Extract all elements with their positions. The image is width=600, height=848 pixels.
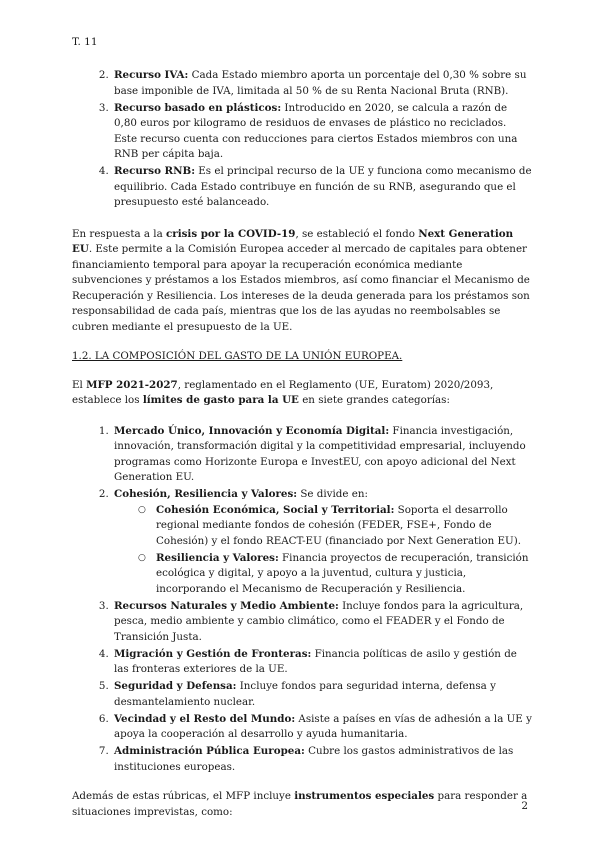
page-number: 2 [521, 800, 528, 812]
bold-run: MFP 2021-2027 [86, 378, 178, 391]
list-item [112, 487, 532, 597]
item-text: Asiste a países en vías de adhesión a la UE y apoya la cooperación al desarrollo y ayuda humanitaria. [114, 712, 532, 740]
item-text: Incluye fondos para la agricultura, pesca, medio ambiente y cambio climático, como el FEADER y el Fondo de Transición Justa. [114, 599, 524, 643]
item-title: Recurso basado en plásticos: [114, 101, 282, 114]
bold-run: crisis por la COVID-19 [166, 227, 296, 240]
item-text: Financia investigación, innovación, transformación digital y la competitividad empresarial, incluyendo programas como Horizonte Europa e InvestEU, con apoyo adicional del Next Generation EU. [114, 424, 526, 483]
item-text: Es el principal recurso de la UE y funciona como mecanismo de equilibrio. Cada Estado contribuye en función de su RNB, asegurando que el presupuesto esté balanceado. [114, 165, 532, 208]
item-text: Cubre los gastos administrativos de las instituciones europeas. [114, 745, 514, 773]
item-text: Financia políticas de asilo y gestión de las fronteras exteriores de la UE. [114, 647, 517, 675]
text-run: El [72, 378, 87, 391]
bold-run: instrumentos especiales [294, 790, 435, 802]
item-title: Seguridad y Defensa: [114, 680, 237, 692]
categories-list [72, 424, 532, 776]
list-item [112, 679, 532, 710]
resources-list [72, 68, 532, 211]
item-title: Recurso IVA: [114, 69, 189, 81]
text-run: , reglamentado en el Reglamento (UE, Euratom) 2020/2093, establece los [72, 378, 494, 406]
list-item [112, 647, 532, 678]
page-content [72, 68, 532, 820]
list-item [112, 744, 532, 775]
item-title: Recursos Naturales y Medio Ambiente: [114, 599, 339, 612]
item-title: Cohesión Económica, Social y Territorial: [156, 503, 395, 516]
list-item [112, 712, 532, 743]
text-run: para responder a situaciones imprevistas, como: [72, 790, 528, 818]
bold-run: límites de gasto para la UE [142, 394, 299, 406]
item-text: Se divide en: [297, 488, 368, 500]
sub-list [114, 503, 532, 598]
item-title: Mercado Único, Innovación y Economía Digital: [114, 424, 390, 437]
text-run: . Este permite a la Comisión Europea acceder al mercado de capitales para obtener financiamiento temporal para apoyar la recuperación económica mediante subvenciones y préstamos a los Estados miembros, así como financiar el Mecanismo de Recuperación y Resiliencia. Los intereses de la deuda generada para los préstamos son responsabilidad de cada país, mientras que los de las ayudas no reembolsables se cubren mediante el presupuesto de la UE. [72, 243, 530, 333]
list-item [112, 424, 532, 486]
sub-list-item [156, 551, 532, 598]
section-heading: 1.2. LA COMPOSICIÓN DEL GASTO DE LA UNIÓN EUROPEA. [72, 350, 403, 362]
text-run: en siete grandes categorías: [298, 394, 450, 406]
list-item [112, 101, 532, 163]
bold-run: Next Generation EU [72, 227, 514, 255]
item-title: Resiliencia y Valores: [156, 551, 279, 564]
item-title: Migración y Gestión de Fronteras: [114, 647, 312, 660]
text-run: En respuesta a la [72, 227, 166, 240]
extra-paragraph [72, 789, 532, 820]
item-text: Financia proyectos de recuperación, transición ecológica y digital, y apoyo a la juventud, cultura y justicia, incorporando el Mecanismo de Recuperación y Resiliencia. [156, 551, 529, 595]
list-item [112, 599, 532, 646]
item-text: Cada Estado miembro aporta un porcentaje del 0,30 % sobre su base imponible de IVA, limitada al 50 % de su Renta Nacional Bruta (RNB). [114, 69, 527, 97]
item-text: Introducido en 2020, se calcula a razón de 0,80 euros por kilogramo de residuos de envases de plástico no reciclados. Este recurso cuenta con reducciones para ciertos Estados miembros con una RNB per cápita baja. [114, 101, 518, 160]
text-run: , se estableció el fondo [295, 227, 419, 240]
item-text: Soporta el desarrollo regional mediante fondos de cohesión (FEDER, FSE+, Fondo de Cohesión) y el fondo REACT-EU (financiado por Next Generation EU). [156, 503, 522, 547]
item-title: Recurso RNB: [114, 165, 196, 177]
item-title: Cohesión, Resiliencia y Valores: [114, 488, 298, 500]
page-header: T. 11 [72, 36, 98, 48]
sub-list-item [156, 503, 532, 550]
item-title: Administración Pública Europea: [114, 745, 305, 757]
text-run: Además de estas rúbricas, el MFP incluye [72, 790, 295, 802]
list-item [112, 68, 532, 99]
list-item [112, 164, 532, 211]
item-text: Incluye fondos para seguridad interna, defensa y desmantelamiento nuclear. [114, 680, 496, 708]
mfp-paragraph [72, 378, 532, 409]
covid-paragraph [72, 227, 532, 336]
item-title: Vecindad y el Resto del Mundo: [114, 712, 296, 725]
